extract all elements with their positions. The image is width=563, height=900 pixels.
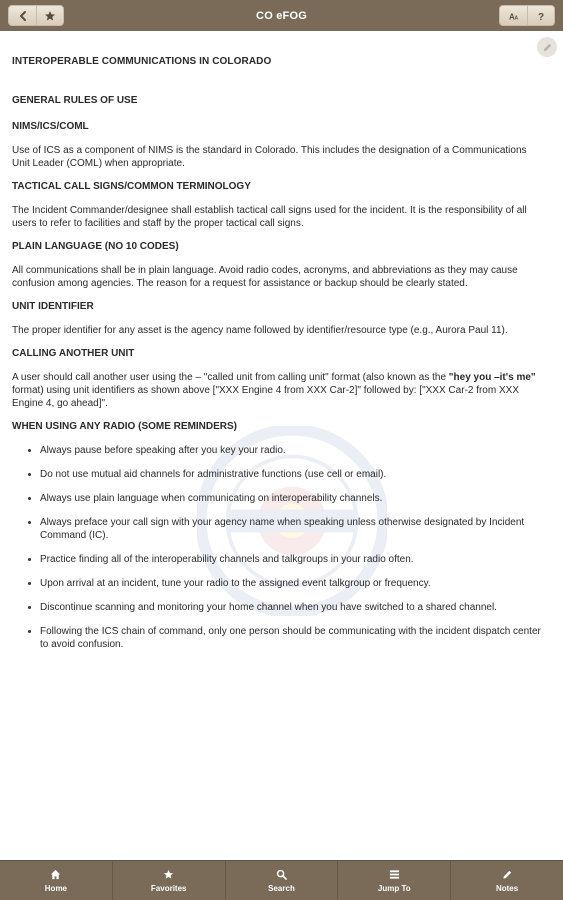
list-item: Practice finding all of the interoperability channels and talkgroups in your radio often. (28, 553, 542, 566)
list-item: Following the ICS chain of command, only one person should be communicating with the incident dispatch center to avoid confusion. (28, 625, 542, 651)
nav-notes[interactable] (451, 861, 563, 900)
pencil-icon (502, 869, 513, 880)
svg-text:?: ? (538, 11, 545, 22)
page-title: INTEROPERABLE COMMUNICATIONS IN COLORADO (12, 56, 272, 67)
list-icon (389, 869, 400, 880)
section-body: The proper identifier for any asset is the agency name followed by identifier/resource type (e.g., Aurora Paul 11). (12, 325, 508, 336)
back-button[interactable] (9, 6, 36, 25)
section-heading: TACTICAL CALL SIGNS/COMMON TERMINOLOGY (12, 181, 251, 192)
app-title: CO eFOG (256, 9, 307, 22)
list-item: Always use plain language when communicating on interoperability channels. (28, 492, 542, 505)
top-app-bar (0, 0, 563, 31)
nav-home-label: Home (44, 883, 68, 893)
nav-home[interactable] (0, 861, 113, 900)
list-item: Always pause before speaking after you key your radio. (28, 444, 542, 457)
star-icon (44, 10, 56, 22)
svg-text:A: A (514, 15, 518, 21)
nav-search[interactable] (226, 861, 339, 900)
favorite-button[interactable] (36, 6, 63, 25)
left-button-group (8, 5, 64, 26)
document-content (12, 48, 542, 853)
section-body: All communications shall be in plain language. Avoid radio codes, acronyms, and abbreviations as they may cause confusion among agencies. The reason for a request for assistance or backup should be clearly stated. (12, 265, 518, 289)
help-icon (535, 10, 547, 22)
section-heading: NIMS/ICS/COML (12, 121, 89, 132)
list-item: Upon arrival at an incident, tune your radio to the assigned event talkgroup or frequency. (28, 577, 542, 590)
list-item: Discontinue scanning and monitoring your home channel when you have switched to a shared channel. (28, 601, 542, 614)
nav-search-label: Search (268, 883, 295, 893)
nav-jump-to-label: Jump To (377, 883, 411, 893)
section-heading: UNIT IDENTIFIER (12, 301, 94, 312)
nav-jump-to[interactable] (338, 861, 451, 900)
nav-favorites-label: Favorites (150, 883, 187, 893)
svg-text:A: A (508, 12, 515, 21)
nav-notes-label: Notes (495, 883, 519, 893)
calling-body-bold: "hey you –it's me" (448, 372, 536, 383)
nav-favorites[interactable] (113, 861, 226, 900)
help-button[interactable] (527, 6, 554, 25)
bottom-nav-bar (0, 860, 563, 900)
home-icon (50, 869, 61, 880)
back-icon (17, 10, 29, 22)
list-item: Always preface your call sign with your agency name when speaking unless otherwise designated by Incident Command (IC). (28, 516, 542, 542)
calling-body-post: format) using unit identifiers as shown above ["XXX Engine 4 from XXX Car-2]" followed by: ["XXX Car-2 from XXX Engine 4, go ahead]". (12, 385, 519, 409)
pencil-icon (542, 42, 553, 53)
section-heading: PLAIN LANGUAGE (NO 10 CODES) (12, 241, 179, 252)
font-size-button[interactable] (500, 6, 527, 25)
section-body: Use of ICS as a component of NIMS is the standard in Colorado. This includes the designation of a Communications Unit Leader (COML) when appropriate. (12, 145, 527, 169)
radio-heading: WHEN USING ANY RADIO (SOME REMINDERS) (12, 421, 238, 432)
list-item: Do not use mutual aid channels for administrative functions (use cell or email). (28, 468, 542, 481)
search-icon (276, 869, 287, 880)
star-icon (163, 869, 174, 880)
general-rules-heading: GENERAL RULES OF USE (12, 95, 138, 106)
calling-body (12, 371, 542, 410)
calling-heading: CALLING ANOTHER UNIT (12, 348, 135, 359)
right-button-group (499, 5, 555, 26)
section-body: The Incident Commander/designee shall establish tactical call signs used for the incident. It is the responsibility of all users to refer to facilities and staff by the proper tactical call signs. (12, 205, 527, 229)
calling-body-pre: A user should call another user using the – "called unit from calling unit" format (also known as the (12, 372, 449, 383)
font-size-icon (508, 10, 520, 22)
